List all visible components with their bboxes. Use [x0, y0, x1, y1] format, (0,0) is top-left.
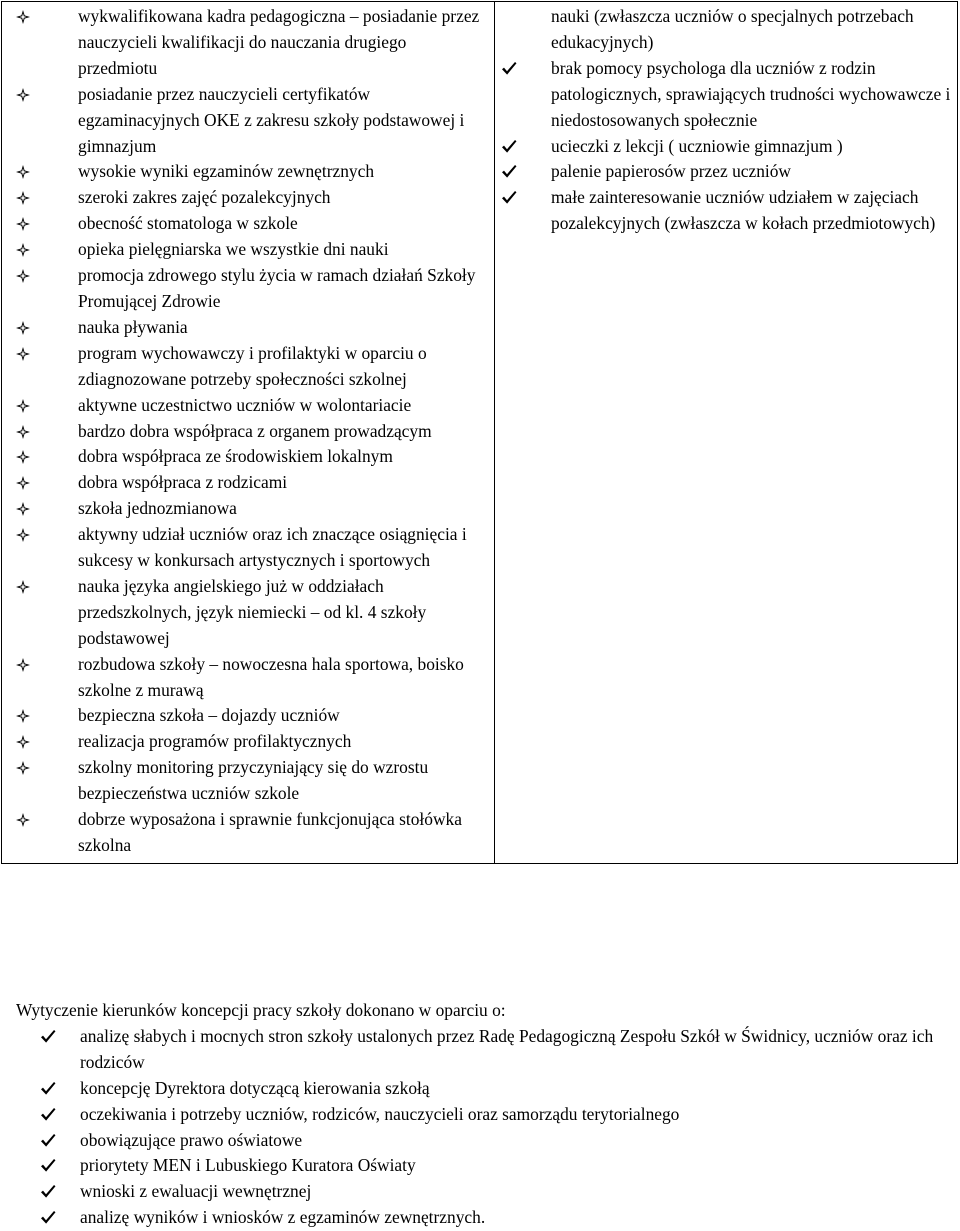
strength-item: [8, 470, 488, 496]
source-item-text: analizę słabych i mocnych stron szkoły ustalonych przez Radę Pedagogiczną Zespołu Szkół w Świdnicy, uczniów oraz ich rodziców: [80, 1025, 934, 1072]
diamond-bullet-icon: [16, 347, 30, 361]
diamond-bullet-icon: [16, 476, 30, 490]
strength-item: [8, 185, 488, 211]
checkmark-icon: [40, 1210, 56, 1225]
strength-item-text: szeroki zakres zajęć pozalekcyjnych: [78, 187, 331, 208]
strength-item-text: aktywny udział uczniów oraz ich znaczące osiągnięcia i sukcesy w konkursach artystycznych i sportowych: [78, 524, 467, 571]
strength-item-text: posiadanie przez nauczycieli certyfikatów egzaminacyjnych OKE z zakresu szkoły podstawowej i gimnazjum: [78, 83, 465, 156]
strength-item: [8, 652, 488, 704]
strength-item-text: opieka pielęgniarska we wszystkie dni nauki: [78, 239, 389, 260]
strength-item: [8, 211, 488, 237]
source-item-text: wnioski z ewaluacji wewnętrznej: [80, 1181, 312, 1202]
strength-item: [8, 522, 488, 574]
diamond-bullet-icon: [16, 399, 30, 413]
checkmark-icon: [501, 164, 517, 179]
strength-item-text: obecność stomatologa w szkole: [78, 213, 298, 234]
diamond-bullet-icon: [16, 321, 30, 335]
strength-item-text: nauka języka angielskiego już w oddziałach przedszkolnych, język niemiecki – od kl. 4 szkoły podstawowej: [78, 575, 427, 648]
diamond-bullet-icon: [16, 658, 30, 672]
strength-item-text: realizacja programów profilaktycznych: [78, 731, 352, 752]
diamond-bullet-icon: [16, 165, 30, 179]
strengths-cell: [2, 2, 495, 864]
strength-item: [8, 315, 488, 341]
strength-item-text: aktywne uczestnictwo uczniów w wolontariacie: [78, 394, 412, 415]
strength-item: [8, 729, 488, 755]
source-item: [16, 1076, 946, 1102]
diamond-bullet-icon: [16, 191, 30, 205]
checkmark-icon: [501, 190, 517, 205]
source-item: [16, 1205, 946, 1231]
sources-list: [16, 1024, 946, 1231]
weakness-item: [501, 185, 951, 237]
diamond-bullet-icon: [16, 813, 30, 827]
strength-item: [8, 703, 488, 729]
diamond-bullet-icon: [16, 502, 30, 516]
strength-item: [8, 393, 488, 419]
strength-item: [8, 341, 488, 393]
strength-item-text: szkolny monitoring przyczyniający się do wzrostu bezpieczeństwa uczniów szkole: [78, 757, 429, 804]
sources-intro: Wytyczenie kierunków koncepcji pracy szkoły dokonano w oparciu o:: [16, 1000, 506, 1020]
strength-item-text: program wychowawczy i profilaktyki w oparciu o zdiagnozowane potrzeby społeczności szkolnej: [78, 342, 427, 389]
strength-item: [8, 755, 488, 807]
strength-item-text: bezpieczna szkoła – dojazdy uczniów: [78, 705, 340, 726]
diamond-bullet-icon: [16, 761, 30, 775]
source-item: [16, 1179, 946, 1205]
checkmark-icon: [40, 1133, 56, 1148]
weaknesses-list: [501, 4, 951, 237]
strength-item-text: wysokie wyniki egzaminów zewnętrznych: [78, 161, 375, 182]
swot-table: [1, 1, 958, 864]
strength-item: [8, 237, 488, 263]
strength-item-text: promocja zdrowego stylu życia w ramach działań Szkoły Promującej Zdrowie: [78, 265, 476, 311]
diamond-bullet-icon: [16, 88, 30, 102]
diamond-bullet-icon: [16, 528, 30, 542]
diamond-bullet-icon: [16, 580, 30, 594]
strength-item: [8, 263, 488, 315]
strength-item-text: dobrze wyposażona i sprawnie funkcjonująca stołówka szkolna: [78, 809, 462, 855]
strength-item: [8, 159, 488, 185]
strength-item: [8, 419, 488, 445]
strength-item-text: dobra współpraca z rodzicami: [78, 472, 288, 493]
strength-item: [8, 496, 488, 522]
diamond-bullet-icon: [16, 217, 30, 231]
checkmark-icon: [40, 1029, 56, 1044]
weakness-item-text: palenie papierosów przez uczniów: [551, 161, 791, 182]
strength-item: [8, 574, 488, 652]
diamond-bullet-icon: [16, 709, 30, 723]
diamond-bullet-icon: [16, 450, 30, 464]
strength-item-text: dobra współpraca ze środowiskiem lokalnym: [78, 446, 393, 467]
checkmark-icon: [501, 61, 517, 76]
source-item-text: koncepcję Dyrektora dotyczącą kierowania szkołą: [80, 1077, 430, 1098]
diamond-bullet-icon: [16, 425, 30, 439]
source-item-text: priorytety MEN i Lubuskiego Kuratora Oświaty: [80, 1155, 416, 1176]
weakness-continuation: nauki (zwłaszcza uczniów o specjalnych potrzebach edukacyjnych): [551, 6, 914, 52]
diamond-bullet-icon: [16, 10, 30, 24]
checkmark-icon: [40, 1081, 56, 1096]
source-item: [16, 1102, 946, 1128]
checkmark-icon: [40, 1107, 56, 1122]
weakness-item: [501, 56, 951, 134]
weakness-item-text: małe zainteresowanie uczniów udziałem w zajęciach pozalekcyjnych (zwłaszcza w kołach przedmiotowych): [551, 187, 936, 234]
weakness-item-text: ucieczki z lekcji ( uczniowie gimnazjum ): [551, 135, 843, 156]
strength-item: [8, 444, 488, 470]
source-item: [16, 1128, 946, 1154]
strength-item: [8, 82, 488, 160]
weakness-item-text: brak pomocy psychologa dla uczniów z rodzin patologicznych, sprawiających trudności wychowawcze i niedostosowanych społecznie: [551, 57, 951, 130]
weakness-item: [501, 134, 951, 160]
weakness-item: [501, 159, 951, 185]
source-item: [16, 1024, 946, 1076]
strengths-list: [8, 4, 488, 859]
source-item-text: obowiązujące prawo oświatowe: [80, 1129, 303, 1150]
strength-item-text: bardzo dobra współpraca z organem prowadzącym: [78, 420, 432, 441]
strength-item-text: rozbudowa szkoły – nowoczesna hala sportowa, boisko szkolne z murawą: [78, 653, 464, 700]
checkmark-icon: [501, 139, 517, 154]
sources-section: [16, 998, 946, 1231]
strength-item-text: wykwalifikowana kadra pedagogiczna – posiadanie przez nauczycieli kwalifikacji do nauczania drugiego przedmiotu: [78, 6, 480, 78]
checkmark-icon: [40, 1158, 56, 1173]
strength-item-text: szkoła jednozmianowa: [78, 498, 237, 519]
strength-item: [8, 4, 488, 82]
diamond-bullet-icon: [16, 735, 30, 749]
source-item-text: oczekiwania i potrzeby uczniów, rodziców, nauczycieli oraz samorządu terytorialnego: [80, 1103, 680, 1124]
source-item-text: analizę wyników i wniosków z egzaminów zewnętrznych.: [80, 1207, 486, 1228]
source-item: [16, 1153, 946, 1179]
strength-item-text: nauka pływania: [78, 316, 188, 337]
weaknesses-cell: [495, 2, 958, 864]
diamond-bullet-icon: [16, 269, 30, 283]
strength-item: [8, 807, 488, 859]
checkmark-icon: [40, 1184, 56, 1199]
diamond-bullet-icon: [16, 243, 30, 257]
